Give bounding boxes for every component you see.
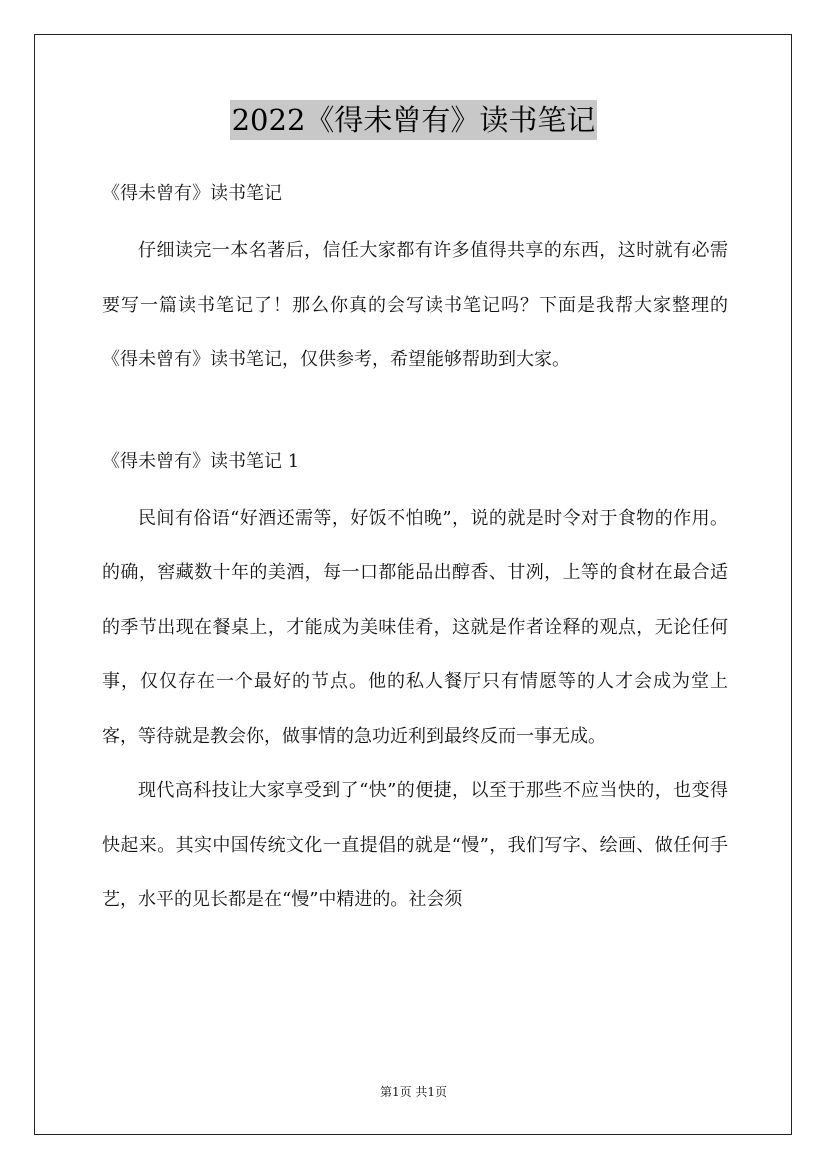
document-title-wrapper: [0, 100, 827, 140]
document-body: [102, 172, 728, 928]
body-paragraph: 现代高科技让大家享受到了“快”的便捷，以至于那些不应当快的，也变得快起来。其实中国传统文化一直提倡的就是“慢”，我们写字、绘画、做任何手艺，水平的见长都是在“慢”中精进的。社会须: [102, 780, 728, 910]
document-title: 2022《得未曾有》读书笔记: [230, 100, 598, 140]
section-heading: 《得未曾有》读书笔记 1: [102, 450, 300, 472]
intro-paragraph: 仔细读完一本名著后，信任大家都有许多值得共享的东西，这时就有必需要写一篇读书笔记了！那么你真的会写读书笔记吗？下面是我帮大家整理的《得未曾有》读书笔记，仅供参考，希望能够帮助到大家。: [102, 240, 728, 370]
section-spacer: [102, 388, 728, 440]
body-paragraph: 民间有俗语“好酒还需等，好饭不怕晚”，说的就是时令对于食物的作用。的确，窖藏数十年的美酒，每一口都能品出醇香、甘冽，上等的食材在最合适的季节出现在餐桌上，才能成为美味佳肴，这就是作者诠释的观点，无论任何事，仅仅存在一个最好的节点。他的私人餐厅只有情愿等的人才会成为堂上客，等待就是教会你，做事情的急功近利到最终反而一事无成。: [102, 507, 728, 747]
page-number-footer: 第1页 共1页: [379, 1085, 448, 1099]
document-subtitle: 《得未曾有》读书笔记: [102, 183, 282, 204]
